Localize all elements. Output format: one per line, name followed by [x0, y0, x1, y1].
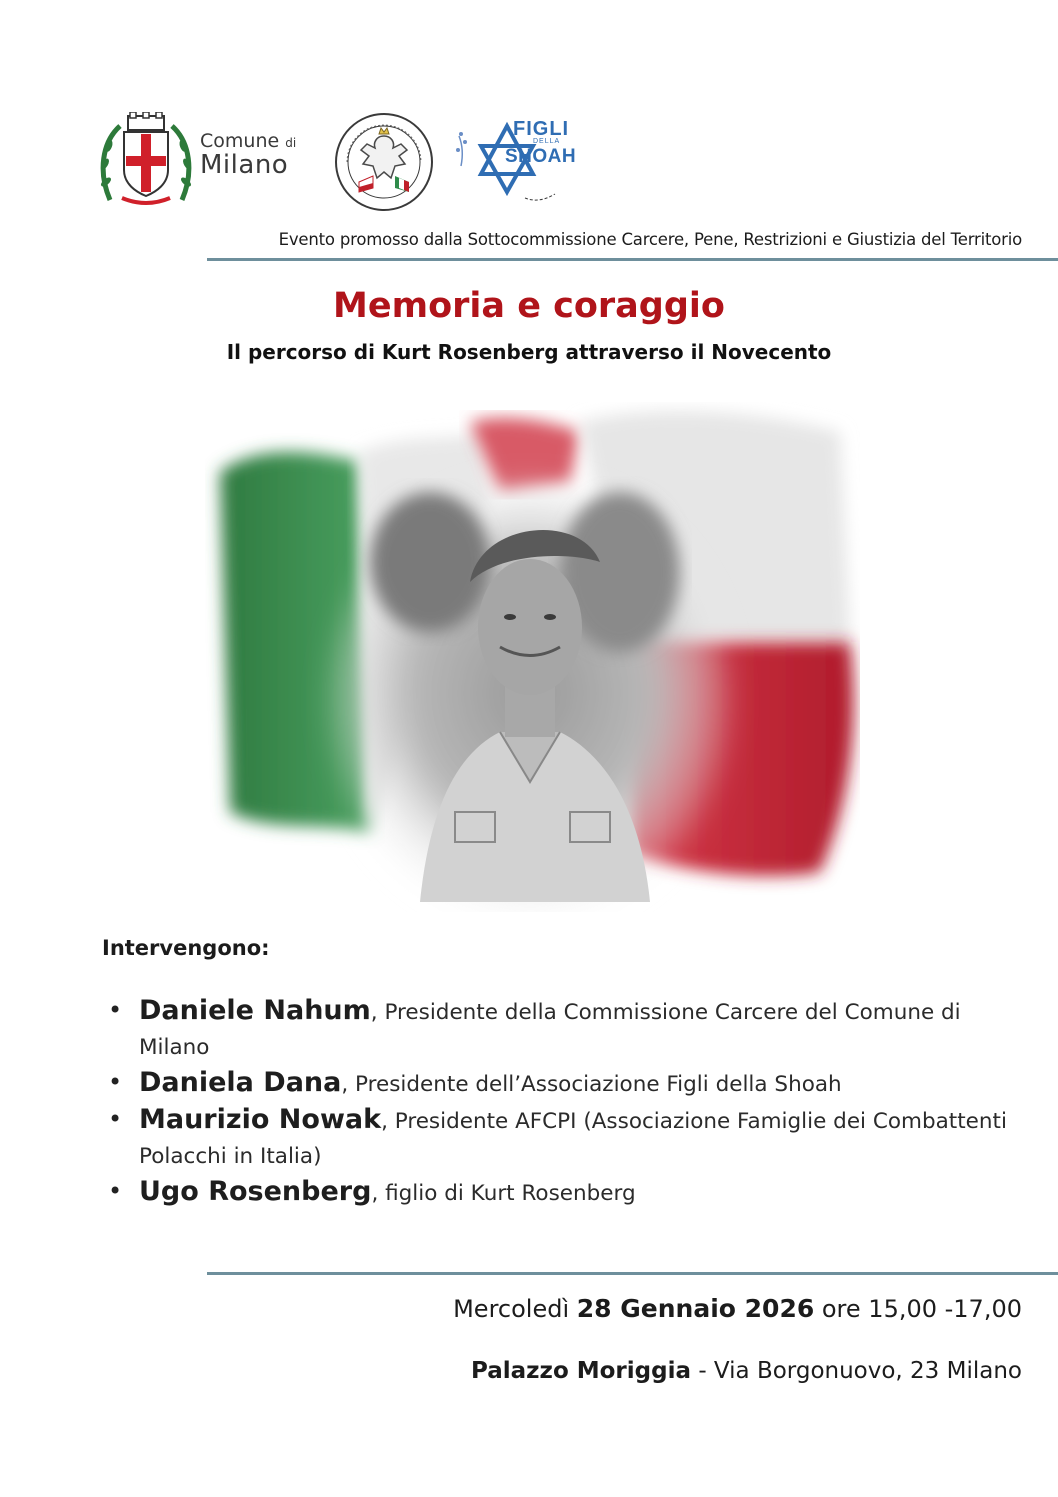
top-divider: [207, 258, 1058, 261]
event-venue: Palazzo Moriggia: [471, 1358, 691, 1384]
event-address: - Via Borgonuovo, 23 Milano: [698, 1358, 1022, 1384]
speaker-item: [108, 1174, 1008, 1211]
shoah-word-figli: FIGLI: [513, 118, 570, 140]
portrait-with-flags-image: [200, 402, 860, 912]
speaker-name: Maurizio Nowak: [139, 1104, 382, 1135]
comune-di-milano-logo: [100, 112, 300, 208]
event-date-line: [453, 1294, 1022, 1323]
event-subtitle: Il percorso di Kurt Rosenberg attraverso il Novecento: [226, 340, 832, 364]
afcpi-association-logo: [333, 112, 435, 212]
speaker-item: [108, 993, 1008, 1065]
milano-word-di: di: [285, 136, 297, 150]
milano-word-milano: Milano: [200, 149, 289, 180]
speaker-role: , figlio di Kurt Rosenberg: [371, 1181, 636, 1206]
shoah-word-della: DELLA: [533, 138, 561, 145]
speaker-name: Daniela Dana: [139, 1067, 342, 1098]
shoah-word-shoah: SHOAH: [505, 146, 577, 167]
speakers-list: [108, 993, 1008, 1211]
speaker-role: , Presidente della Commissione Carcere del Comune di Milano: [139, 1000, 961, 1060]
event-place-line: [471, 1358, 1022, 1384]
speakers-heading: Intervengono:: [102, 936, 270, 960]
speaker-role: , Presidente AFCPI (Associazione Famiglie dei Combattenti Polacchi in Italia): [139, 1109, 1007, 1169]
bottom-divider: [207, 1272, 1058, 1275]
event-day: Mercoledì: [453, 1295, 570, 1323]
event-date: 28 Gennaio 2026: [576, 1294, 815, 1323]
speaker-name: Daniele Nahum: [139, 995, 371, 1026]
promoted-by-text: Evento promosso dalla Sottocommissione Carcere, Pene, Restrizioni e Giustizia del Territorio: [278, 230, 1022, 249]
event-time: ore 15,00 -17,00: [821, 1295, 1022, 1323]
event-title: Memoria e coraggio: [333, 286, 725, 326]
speaker-role: , Presidente dell’Associazione Figli della Shoah: [341, 1072, 842, 1097]
speaker-item: [108, 1102, 1008, 1174]
figli-della-shoah-logo: [455, 116, 590, 212]
milano-word-comune: Comune: [200, 130, 280, 152]
milano-crest-icon: [100, 112, 192, 208]
speaker-item: [108, 1065, 1008, 1102]
speaker-name: Ugo Rosenberg: [139, 1176, 372, 1207]
